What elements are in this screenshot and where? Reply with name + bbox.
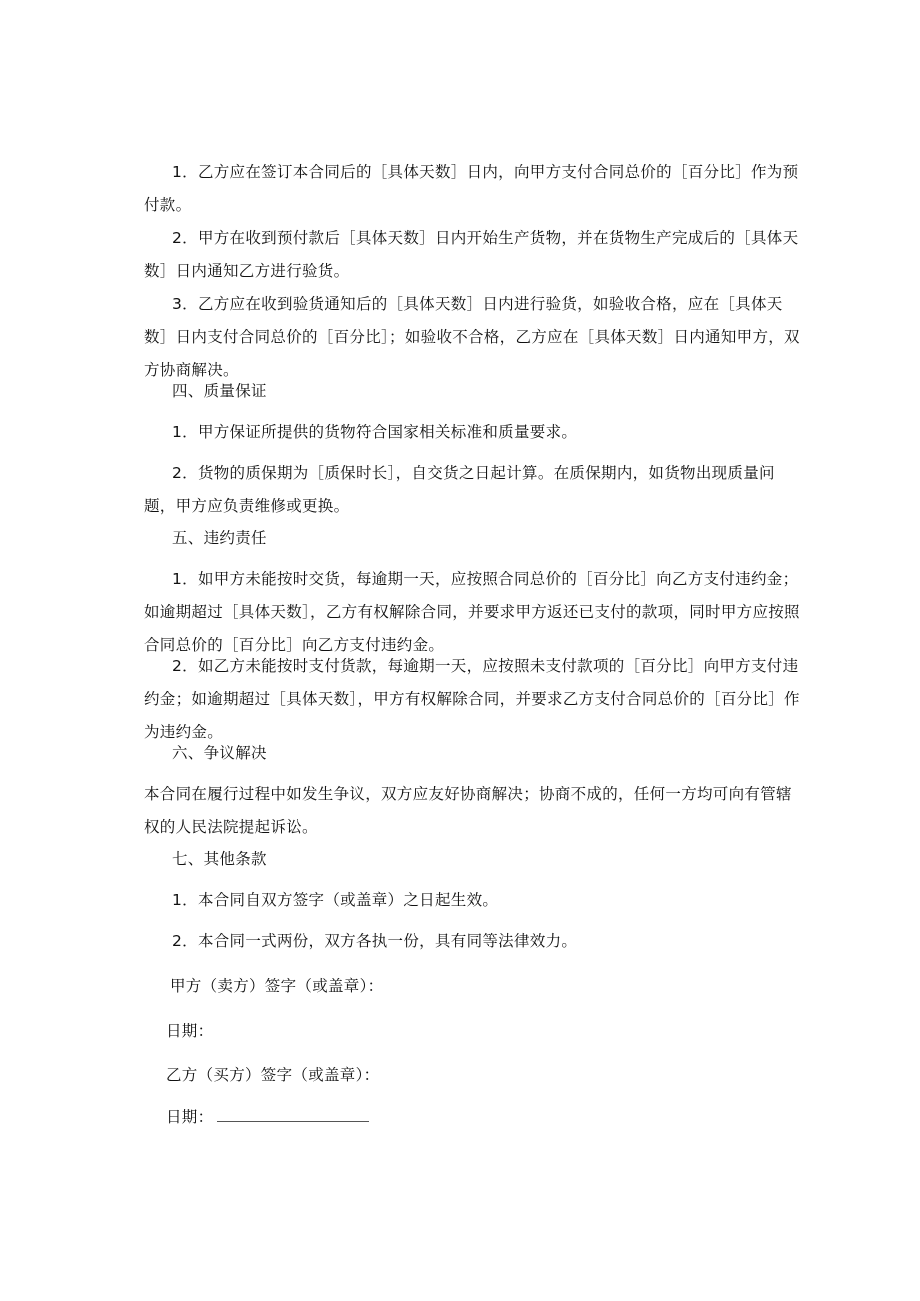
clause-liability-1: 1．如甲方未能按时交货，每逾期一天，应按照合同总价的［百分比］向乙方支付违约金；如逾期超过［具体天数］，乙方有权解除合同，并要求甲方返还已支付的款项，同时甲方应按照合同总价的［百分比］向乙方支付违约金。 bbox=[144, 570, 800, 654]
party-a-signature-label: 甲方（卖方）签字（或盖章）： bbox=[170, 977, 384, 995]
date-underline bbox=[217, 1120, 369, 1122]
clause-liability-2: 2．如乙方未能按时支付货款，每逾期一天，应按照未支付款项的［百分比］向甲方支付违约金；如逾期超过［具体天数］，甲方有权解除合同，并要求乙方支付合同总价的［百分比］作为违约金。 bbox=[144, 657, 800, 741]
section-heading-other: 七、其他条款 bbox=[172, 850, 267, 868]
section-heading-liability: 五、违约责任 bbox=[172, 529, 267, 547]
party-a-date-label: 日期： bbox=[166, 1022, 214, 1040]
clause-dispute: 本合同在履行过程中如发生争议，双方应友好协商解决；协商不成的，任何一方均可向有管辖权的人民法院提起诉讼。 bbox=[144, 785, 792, 836]
clause-payment-2: 2．甲方在收到预付款后［具体天数］日内开始生产货物，并在货物生产完成后的［具体天数］日内通知乙方进行验货。 bbox=[144, 229, 799, 280]
clause-other-1: 1．本合同自双方签字（或盖章）之日起生效。 bbox=[172, 891, 499, 909]
party-b-signature-label: 乙方（买方）签字（或盖章）： bbox=[166, 1066, 380, 1084]
clause-payment-1: 1．乙方应在签订本合同后的［具体天数］日内，向甲方支付合同总价的［百分比］作为预付款。 bbox=[144, 163, 799, 214]
clause-payment-3: 3．乙方应在收到验货通知后的［具体天数］日内进行验货，如验收合格，应在［具体天数］日内支付合同总价的［百分比］；如验收不合格，乙方应在［具体天数］日内通知甲方，双方协商解决。 bbox=[144, 295, 800, 379]
party-b-date-label: 日期： bbox=[166, 1108, 214, 1126]
section-heading-quality: 四、质量保证 bbox=[172, 382, 267, 400]
clause-quality-1: 1．甲方保证所提供的货物符合国家相关标准和质量要求。 bbox=[172, 423, 578, 441]
party-b-date-row bbox=[166, 1101, 369, 1134]
section-heading-dispute: 六、争议解决 bbox=[172, 744, 267, 762]
clause-other-2: 2．本合同一式两份，双方各执一份，具有同等法律效力。 bbox=[172, 932, 578, 950]
clause-quality-2: 2．货物的质保期为［质保时长］，自交货之日起计算。在质保期内，如货物出现质量问题，甲方应负责维修或更换。 bbox=[144, 464, 775, 515]
